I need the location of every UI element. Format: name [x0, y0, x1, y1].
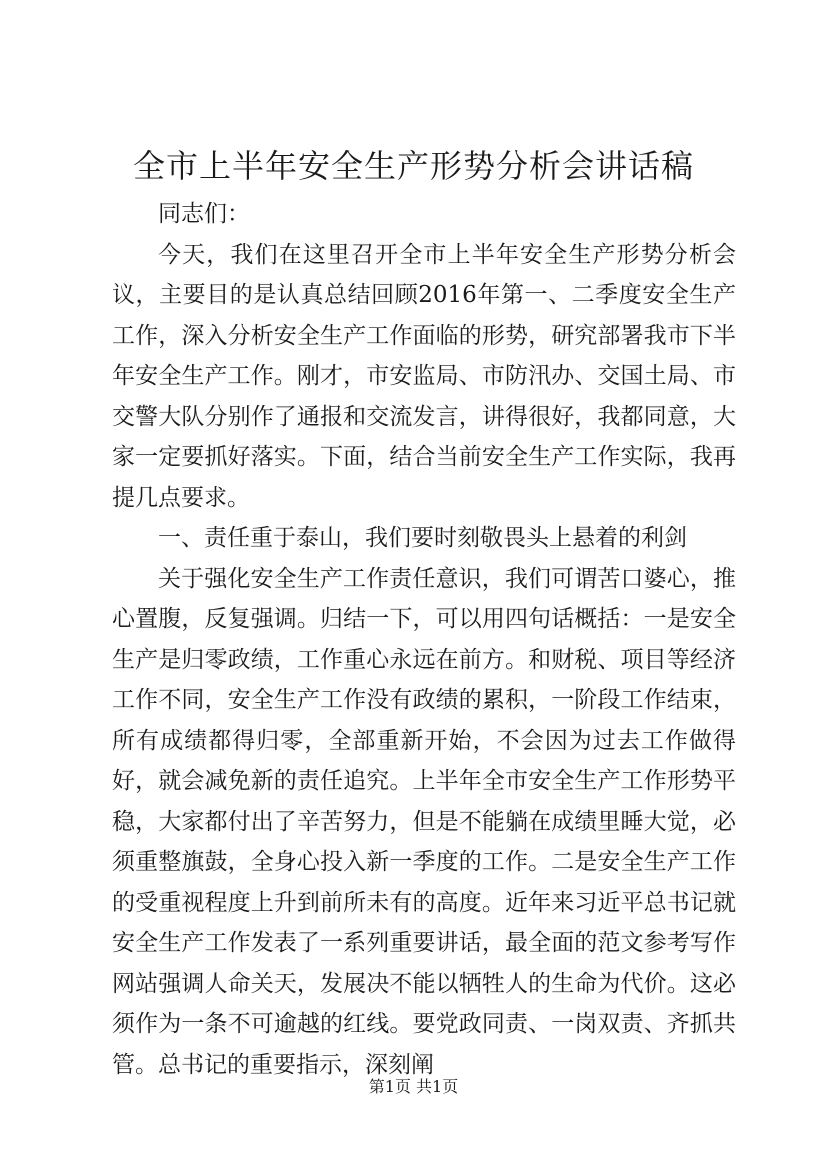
document-body — [112, 194, 736, 1085]
section-heading-1: 一、责任重于泰山，我们要时刻敬畏头上悬着的利剑 — [158, 525, 687, 551]
paragraph-responsibility: 关于强化安全生产工作责任意识，我们可谓苦口婆心，推心置腹，反复强调。归结一下，可以用四句话概括：一是安全生产是归零政绩，工作重心永远在前方。和财税、项目等经济工作不同，安全生产工作没有政绩的累积，一阶段工作结束，所有成绩都得归零，全部重新开始，不会因为过去工作做得好，就会减免新的责任追究。上半年全市安全生产工作形势平稳，大家都付出了辛苦努力，但是不能躺在成绩里睡大觉，必须重整旗鼓，全身心投入新一季度的工作。二是安全生产工作的受重视程度上升到前所未有的高度。近年来习近平总书记就安全生产工作发表了一系列重要讲话，最全面的范文参考写作网站强调人命关天，发展决不能以牺牲人的生命为代价。这必须作为一条不可逾越的红线。要党政同责、一岗双责、齐抓共管。总书记的重要指示，深刻阐 — [112, 565, 736, 1078]
paragraph-opening: 今天，我们在这里召开全市上半年安全生产形势分析会议，主要目的是认真总结回顾2016年第一、二季度安全生产工作，深入分析安全生产工作面临的形势，研究部署我市下半年安全生产工作。刚才，市安监局、市防汛办、交国土局、市交警大队分别作了通报和交流发言，讲得很好，我都同意，大家一定要抓好落实。下面，结合当前安全生产工作实际，我再提几点要求。 — [112, 241, 736, 511]
document-title: 全市上半年安全生产形势分析会讲话稿 — [132, 147, 694, 185]
salutation: 同志们： — [158, 201, 250, 227]
page-footer: 第1页 共1页 — [368, 1077, 459, 1096]
